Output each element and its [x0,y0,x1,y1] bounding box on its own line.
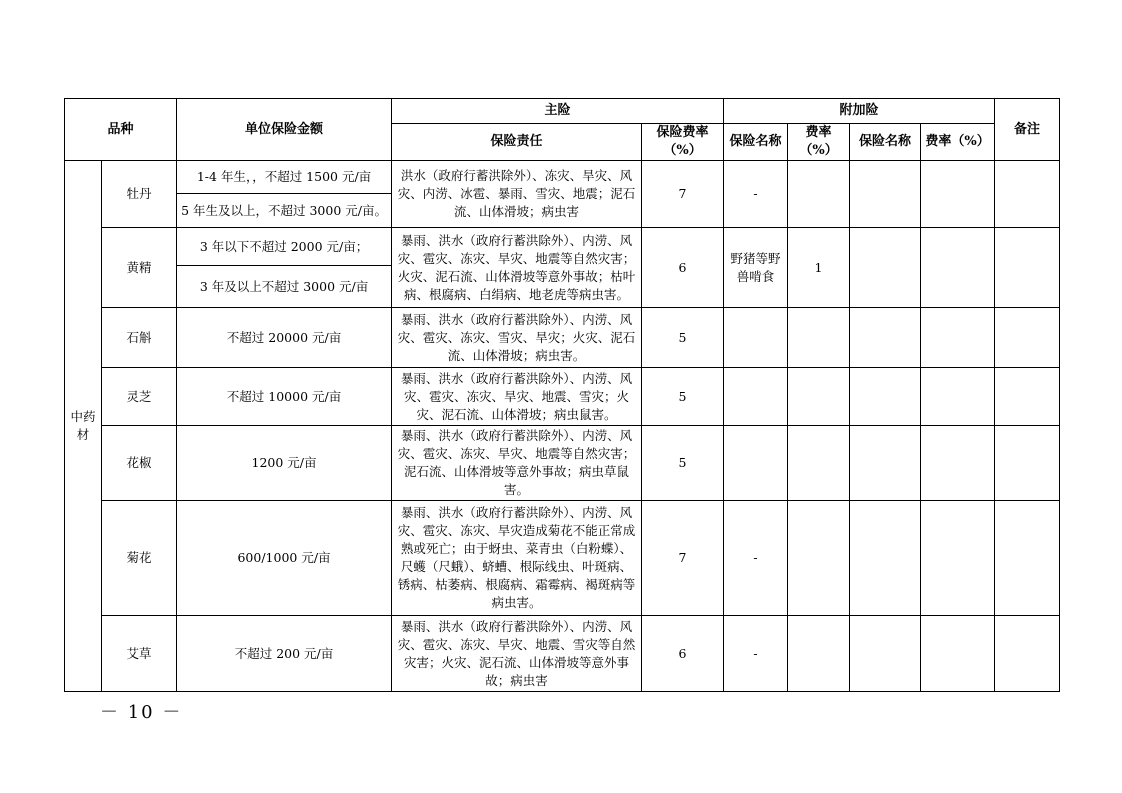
remark-cell [995,161,1060,228]
rate-cell: 5 [642,308,724,368]
variety-name: 牡丹 [102,161,177,228]
addon-name-2-cell [850,368,921,426]
header-row-1 [65,99,1060,124]
addon-rate-2-cell [921,616,995,692]
addon-name-2-cell [850,308,921,368]
amount-cell: 3 年及以上不超过 3000 元/亩 [177,266,392,308]
addon-rate-2-cell [921,501,995,616]
variety-name: 石斛 [102,308,177,368]
header-main: 主险 [392,99,724,124]
duty-cell: 暴雨、洪水（政府行蓄洪除外）、内涝、风灾、雹灾、冻灾、雪灾、旱灾；火灾、泥石流、山体滑坡；病虫害。 [392,308,642,368]
table-row [65,161,1060,194]
header-addon: 附加险 [724,99,995,124]
amount-cell: 1-4 年生，，不超过 1500 元/亩 [177,161,392,194]
addon-rate-2-cell [921,228,995,308]
variety-name: 黄精 [102,228,177,308]
addon-rate-2-cell [921,368,995,426]
header-addon-rate-1: 费率（%） [788,124,850,161]
amount-cell: 1200 元/亩 [177,426,392,501]
addon-name-2-cell [850,426,921,501]
header-amount: 单位保险金额 [177,99,392,161]
rate-cell: 7 [642,161,724,228]
table-row [65,426,1060,501]
remark-cell [995,308,1060,368]
rate-cell: 5 [642,368,724,426]
category-cell [65,161,102,692]
remark-cell [995,426,1060,501]
insurance-table [64,98,1060,692]
category-label: 中药材 [70,409,96,442]
addon-name-2-cell [850,616,921,692]
remark-cell [995,368,1060,426]
remark-cell [995,228,1060,308]
header-variety: 品种 [65,99,177,161]
duty-cell: 暴雨、洪水（政府行蓄洪除外）、内涝、风灾、雹灾、冻灾、旱灾、地震等自然灾害；泥石流、山体滑坡等意外事故；病虫草鼠害。 [392,426,642,501]
addon-rate-cell [788,501,850,616]
addon-rate-cell: 1 [788,228,850,308]
amount-cell: 3 年以下不超过 2000 元/亩； [177,228,392,266]
amount-cell: 不超过 10000 元/亩 [177,368,392,426]
addon-name-cell: - [724,501,788,616]
addon-rate-cell [788,426,850,501]
rate-cell: 5 [642,426,724,501]
addon-name-2-cell [850,501,921,616]
variety-name: 艾草 [102,616,177,692]
addon-rate-cell [788,616,850,692]
rate-cell: 7 [642,501,724,616]
header-addon-name-1: 保险名称 [724,124,788,161]
amount-cell: 不超过 20000 元/亩 [177,308,392,368]
addon-rate-cell [788,161,850,228]
remark-cell [995,501,1060,616]
addon-name-2-cell [850,228,921,308]
table-row [65,308,1060,368]
duty-cell: 暴雨、洪水（政府行蓄洪除外）、内涝、风灾、雹灾、冻灾、旱灾造成菊花不能正常成熟或死亡；由于蚜虫、菜青虫（白粉蝶）、尺蠖（尺蛾）、蛴螬、根际线虫、叶斑病、锈病、枯萎病、根腐病、霜霉病、褐斑病等病虫害。 [392,501,642,616]
amount-cell: 600/1000 元/亩 [177,501,392,616]
addon-rate-2-cell [921,308,995,368]
table-row [65,501,1060,616]
addon-name-cell [724,426,788,501]
duty-cell: 洪水（政府行蓄洪除外）、冻灾、旱灾、风灾、内涝、冰雹、暴雨、雪灾、地震；泥石流、山体滑坡；病虫害 [392,161,642,228]
addon-rate-cell [788,368,850,426]
variety-name: 花椒 [102,426,177,501]
header-duty: 保险责任 [392,124,642,161]
header-addon-rate-2: 费率（%） [921,124,995,161]
amount-cell: 5 年生及以上，不超过 3000 元/亩。 [177,194,392,228]
rate-cell: 6 [642,616,724,692]
table-row [65,368,1060,426]
duty-cell: 暴雨、洪水（政府行蓄洪除外）、内涝、风灾、雹灾、冻灾、旱灾、地震、雪灾等自然灾害；火灾、泥石流、山体滑坡等意外事故；病虫害 [392,616,642,692]
addon-name-cell [724,368,788,426]
variety-name: 灵芝 [102,368,177,426]
addon-rate-cell [788,308,850,368]
header-remark: 备注 [995,99,1060,161]
duty-cell: 暴雨、洪水（政府行蓄洪除外）、内涝、风灾、雹灾、冻灾、旱灾、地震、雪灾；火灾、泥石流、山体滑坡；病虫鼠害。 [392,368,642,426]
addon-name-cell [724,308,788,368]
page-number: － 10 － [100,702,183,723]
table-row [65,228,1060,266]
addon-rate-2-cell [921,426,995,501]
addon-name-cell: - [724,161,788,228]
remark-cell [995,616,1060,692]
addon-name-cell: - [724,616,788,692]
addon-rate-2-cell [921,161,995,228]
header-addon-name-2: 保险名称 [850,124,921,161]
addon-name-cell: 野猪等野兽啃食 [724,228,788,308]
header-rate: 保险费率（%） [642,124,724,161]
table-row [65,616,1060,692]
amount-cell: 不超过 200 元/亩 [177,616,392,692]
addon-name-2-cell [850,161,921,228]
duty-cell: 暴雨、洪水（政府行蓄洪除外）、内涝、风灾、雹灾、冻灾、旱灾、地震等自然灾害；火灾、泥石流、山体滑坡等意外事故；枯叶病、根腐病、白绢病、地老虎等病虫害。 [392,228,642,308]
rate-cell: 6 [642,228,724,308]
variety-name: 菊花 [102,501,177,616]
